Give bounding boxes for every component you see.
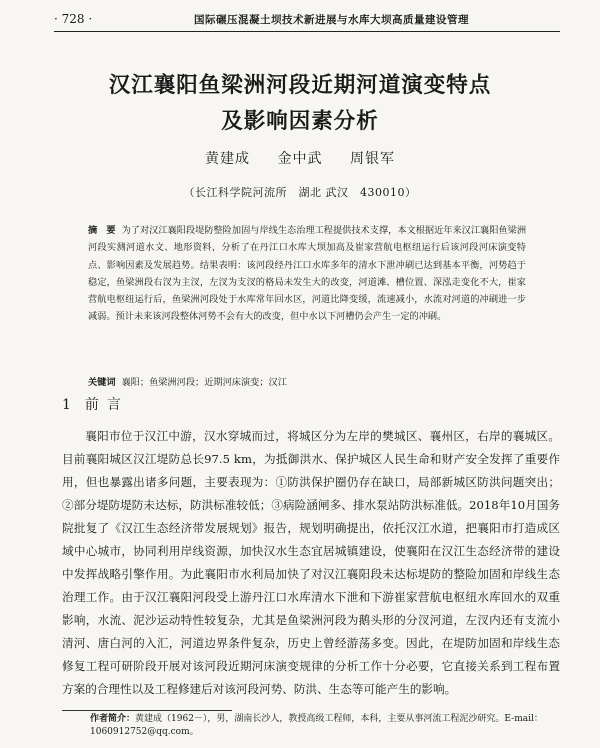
affiliation: （长江科学院河流所 湖北 武汉 430010）: [183, 186, 417, 199]
running-header: [54, 10, 560, 32]
author-name: 周银军: [349, 151, 395, 167]
section-heading: [62, 394, 129, 414]
paper-title-line-2: 及影响因素分析: [221, 109, 379, 134]
paper-title-line-1: 汉江襄阳鱼梁洲河段近期河道演变特点: [108, 73, 492, 98]
keywords-text: 襄阳；鱼梁洲河段；近期河床演变；汉江: [121, 377, 287, 388]
abstract: [88, 222, 526, 326]
journal-title: 国际碾压混凝土坝技术新进展与水库大坝高质量建设管理: [194, 14, 469, 26]
section-number: 1: [62, 397, 79, 413]
abstract-label: 摘 要: [88, 225, 116, 236]
section-title: 前言: [84, 397, 129, 413]
footnote-text: 黄建成（1962－），男，湖南长沙人，教授高级工程师，本科，主要从事河流工程泥沙研究。E-mail：1060912752@qq.com。: [90, 714, 543, 737]
keywords-label: 关键词: [88, 377, 116, 388]
abstract-text: 为了对汉江襄阳段堤防整险加固与岸线生态治理工程提供技术支撑，本文根据近年来汉江襄阳鱼梁洲河段实测河道水文、地形资料，分析了在丹江口水库大坝加高及崔家营航电枢纽运行后该河段河床演变特点、影响因素及发展趋势。结果表明：该河段经丹江口水库多年的清水下泄冲刷已达到基本平衡，河势趋于稳定，鱼梁洲段右汊为主汊，左汊为支汊的格局未发生大的改变，河道滩、槽位置、深泓走变化不大，崔家营航电枢纽运行后，鱼梁洲河段处于水库常年回水区，河道比降变缓，流速减小，水流对河道的冲刷进一步减弱。预计未来该河段整体河势不会有大的改变，但中水以下河槽仍会产生一定的冲刷。: [88, 225, 527, 323]
header-rule: [54, 31, 560, 32]
page-number: · 728 ·: [54, 12, 93, 26]
body-paragraph: 襄阳市位于汉江中游，汉水穿城而过，将城区分为左岸的樊城区、襄州区，右岸的襄城区。目前襄阳城区汉江堤防总长97.5 km，为抵御洪水、保护城区人民生命和财产安全发挥了重要作用，但也暴露出诸多问题，主要表现为：①防洪保护圈仍存在缺口，局部新城区防洪问题突出；②部分堤防堤防未达标，防洪标准较低；③病险涵闸多、排水泵站防洪标准低。2018年10月国务院批复了《汉江生态经济带发展规划》报告，规划明确提出，依托汉江水道，把襄阳市打造成区域中心城市，协同利用岸线资源，加快汉水生态宜居城镇建设，使襄阳在汉江生态经济带的建设中发挥战略引擎作用。为此襄阳市水利局加快了对汉江襄阳段未达标堤防的整险加固和岸线生态治理工作。由于汉江襄阳河段受上游丹江口水库清水下泄和下游崔家营航电枢纽水库回水的双重影响，水流、泥沙运动特性较复杂，尤其是鱼梁洲河段为鹅头形的分汊河道，左汊内还有支流小清河、唐白河的入汇，河道边界条件复杂，历史上曾经游荡多变。因此，在堤防加固和岸线生态修复工程可研阶段开展对该河段近期河床演变规律的分析工作十分必要，它直接关系到工程布置方案的合理性以及工程修建后对该河段河势、防洪、生态等可能产生的影响。: [62, 429, 560, 696]
author-footnote: [90, 713, 560, 739]
author-list: [0, 148, 600, 168]
author-name: 金中武: [277, 151, 323, 167]
footnote-label: 作者简介：: [90, 714, 136, 724]
paper-title: [0, 68, 600, 140]
author-name: 黄建成: [205, 151, 251, 167]
footnote-rule: [62, 710, 232, 711]
keywords: [88, 374, 526, 388]
